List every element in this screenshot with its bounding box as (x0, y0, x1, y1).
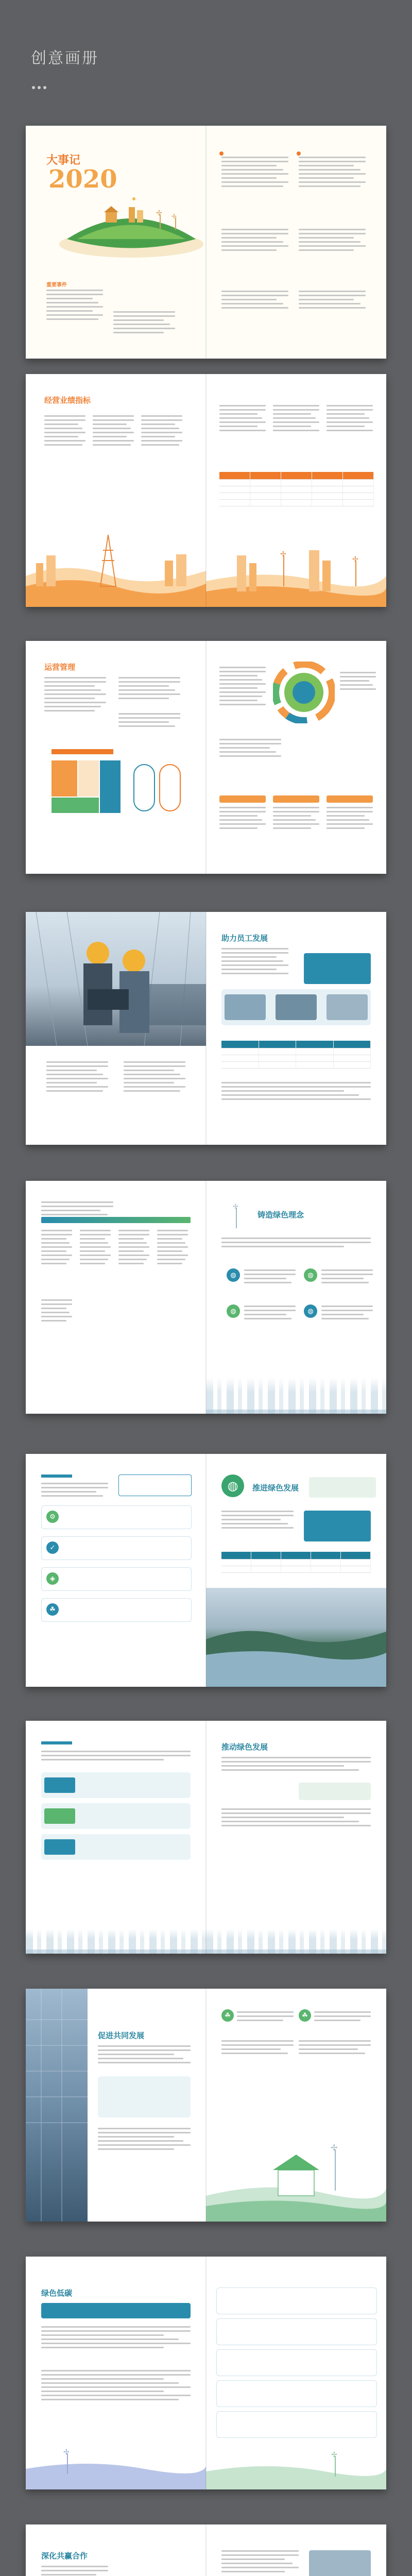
promote-dev-text (221, 1757, 371, 1773)
ops-tag-text-2 (273, 807, 319, 832)
ops-block-orange (52, 760, 77, 796)
event-col-6 (299, 291, 366, 311)
operations-title: 运营管理 (44, 663, 76, 672)
performance-title: 经营业绩指标 (44, 396, 91, 405)
low-carbon-card-2 (216, 2318, 377, 2345)
spread-8 (26, 1989, 386, 2222)
staff-photo-1 (225, 994, 266, 1020)
ops-text-3 (118, 713, 180, 730)
promote-green-title: 推进绿色发展 (252, 1484, 299, 1493)
ops-right-text-2 (340, 672, 376, 692)
spread-10 (26, 2524, 386, 2576)
spread-7-left (26, 1721, 206, 1954)
ops-wheel-chart (273, 662, 335, 723)
right-text-1 (237, 2011, 294, 2024)
spread-1 (26, 126, 386, 359)
perf-col-1 (44, 415, 85, 448)
svg-text:✢: ✢ (156, 209, 162, 217)
staff-table (221, 1041, 371, 1069)
spread-3-right (206, 641, 386, 874)
orange-dot-marker (219, 151, 224, 156)
spread-3 (26, 641, 386, 874)
cooperation-text (41, 2566, 108, 2576)
building-photo (26, 1989, 88, 2222)
ops-tag-1 (219, 795, 266, 803)
house-illustration (206, 2119, 386, 2222)
performance-table (219, 472, 374, 506)
common-box (98, 2076, 191, 2117)
river-photo (206, 1588, 386, 1687)
spread-4-right (206, 912, 386, 1145)
ops-block-teal (100, 760, 121, 813)
svg-text:✢: ✢ (331, 2144, 338, 2153)
green-intro (41, 1201, 113, 1218)
ops-text-2 (118, 677, 180, 702)
low-carbon-card-1 (216, 2287, 377, 2314)
building-illustration (26, 1989, 88, 2222)
spread-10-right (206, 2524, 386, 2576)
section-label (41, 1475, 72, 1478)
milestones-sub: 重要事件 (46, 282, 67, 288)
concept-icon-4: ◍ (304, 1304, 317, 1318)
event-col-1 (221, 157, 288, 190)
spread-6-left (26, 1454, 206, 1687)
low-carbon-banner (41, 2303, 191, 2318)
workers-photo (26, 912, 206, 1046)
svg-text:✢: ✢ (171, 213, 177, 220)
purple-landscape (26, 2448, 206, 2489)
perf-col-2 (93, 415, 134, 448)
perf-right-col-3 (327, 405, 373, 434)
perf-right-col-2 (273, 405, 319, 434)
dev-tab-3 (44, 1839, 75, 1855)
svg-text:✢: ✢ (352, 555, 358, 563)
staff-text-2 (124, 1061, 185, 1094)
green-col-1 (41, 1230, 72, 1267)
callout-box (118, 1475, 192, 1496)
spread-8-left (26, 1989, 206, 2222)
concept-text-5 (321, 1306, 373, 1322)
spread-9 (26, 2257, 386, 2489)
spread-1-right (206, 126, 386, 359)
item-card-2 (41, 1536, 192, 1560)
concept-text-1 (221, 1238, 371, 1250)
turbine-illustration (221, 1201, 252, 1232)
spread-5 (26, 1181, 386, 1414)
milestones-title: 大事记 (46, 154, 81, 166)
green-strip (41, 1217, 191, 1223)
orange-dot-marker-2 (297, 151, 301, 156)
spread-8-right (206, 1989, 386, 2222)
staff-highlight-box (304, 953, 371, 984)
coop-photo-1 (309, 2550, 371, 2576)
spread-9-right (206, 2257, 386, 2489)
event-col-5 (221, 291, 288, 311)
brand-dots (32, 82, 53, 86)
green-landscape (206, 2448, 386, 2489)
staff-photo-2 (276, 994, 317, 1020)
item-icon-4: ☘ (46, 1603, 59, 1616)
spread-4 (26, 912, 386, 1145)
common-dev-title: 促进共同发展 (98, 2031, 145, 2040)
event-text-left-2 (113, 311, 175, 336)
staff-title: 助力员工发展 (221, 934, 268, 943)
green-col-2 (80, 1230, 111, 1267)
ops-tag-text-3 (327, 807, 373, 832)
spread-2 (26, 374, 386, 607)
ops-tag-text-1 (219, 807, 266, 832)
event-text-left (46, 290, 103, 323)
city-skyline (206, 1378, 386, 1414)
leaf-icon: ☘ (221, 2009, 234, 2022)
green-concept-title: 铸造绿色理念 (258, 1211, 304, 1219)
event-col-4 (299, 229, 366, 253)
right-text-4 (299, 2040, 371, 2057)
staff-intro (221, 948, 288, 977)
right-text-3 (221, 2040, 294, 2057)
dev-highlight (299, 1783, 371, 1800)
ops-tag-3 (327, 795, 373, 803)
svg-text:✢: ✢ (331, 2450, 337, 2459)
coop-text-1 (221, 2550, 299, 2575)
milestones-year: 2020 (48, 165, 117, 194)
item-card-3 (41, 1567, 192, 1591)
svg-text:✢: ✢ (63, 2448, 70, 2456)
promote-text-1 (221, 1511, 294, 1531)
spread-2-right (206, 374, 386, 607)
spread-10-left (26, 2524, 206, 2576)
concept-text-4 (244, 1306, 296, 1322)
common-text-2 (98, 2128, 191, 2153)
low-carbon-card-4 (216, 2380, 377, 2407)
city-skyline-3 (206, 1929, 386, 1954)
item-icon-3: ◈ (46, 1572, 59, 1585)
spread-4-left (26, 912, 206, 1145)
concept-icon-3: ◍ (227, 1304, 240, 1318)
spread-7 (26, 1721, 386, 1954)
perf-col-3 (141, 415, 182, 448)
perf-right-col-1 (219, 405, 266, 434)
spread-5-right (206, 1181, 386, 1414)
ops-right-text-3 (219, 739, 281, 759)
promote-dev-title: 推动绿色发展 (221, 1743, 268, 1752)
dev-tab-1 (44, 1777, 75, 1793)
spread-5-left (26, 1181, 206, 1414)
ops-block-green (52, 798, 99, 813)
staff-text-1 (46, 1061, 108, 1094)
leaf-icon-2: ☘ (299, 2009, 311, 2022)
workers-illustration (26, 912, 206, 1046)
green-dev-text (41, 1483, 108, 1499)
staff-right-text (221, 1082, 371, 1103)
ops-heading-bar (52, 749, 113, 754)
concept-icon-1: ◍ (227, 1268, 240, 1282)
low-carbon-card-3 (216, 2349, 377, 2376)
green-col-3 (118, 1230, 149, 1267)
svg-text:✢: ✢ (280, 550, 286, 558)
green-col-5 (41, 1299, 72, 1324)
section-label-2 (41, 1741, 72, 1744)
common-text-1 (98, 2045, 191, 2066)
orange-city-illustration (26, 514, 206, 607)
low-carbon-text-2 (41, 2370, 191, 2403)
spread-7-right (206, 1721, 386, 1954)
promote-highlight-box (309, 1477, 376, 1498)
staff-photo-3 (327, 994, 368, 1020)
event-col-2 (299, 157, 366, 190)
ops-block-light (78, 760, 99, 796)
spread-2-left (26, 374, 206, 607)
item-card-4 (41, 1598, 192, 1622)
promote-chart (304, 1511, 371, 1541)
spread-6-right (206, 1454, 386, 1687)
landscape-illustration (206, 1588, 386, 1687)
concept-text-3 (321, 1269, 373, 1286)
concept-text-2 (244, 1269, 296, 1286)
spread-9-left (26, 2257, 206, 2489)
city-skyline-2 (26, 1929, 206, 1954)
low-carbon-card-5 (216, 2411, 377, 2438)
spread-3-left (26, 641, 206, 874)
low-carbon-title: 绿色低碳 (41, 2289, 73, 2298)
item-icon-1: ⚙ (46, 1511, 59, 1523)
ops-text-1 (44, 677, 106, 714)
brand-title: 创意画册 (31, 49, 99, 67)
cooperation-title: 深化共赢合作 (41, 2552, 88, 2561)
concept-icon-2: ◍ (304, 1268, 317, 1282)
promote-table (221, 1552, 371, 1573)
ops-org-connector (129, 759, 185, 816)
ops-right-text-1 (219, 667, 266, 708)
item-card-1 (41, 1505, 192, 1529)
item-icon-2: ✓ (46, 1541, 59, 1554)
orange-city-illustration-right (206, 519, 386, 607)
event-col-3 (221, 229, 288, 253)
right-text-2 (314, 2011, 371, 2024)
green-col-4 (157, 1230, 188, 1267)
spread-1-left (26, 126, 206, 359)
promote-dev-text-2 (221, 1808, 371, 1829)
spread-6 (26, 1454, 386, 1687)
dev-tab-2 (44, 1808, 75, 1824)
ops-tag-2 (273, 795, 319, 803)
globe-icon: ◍ (221, 1475, 244, 1497)
dev-text-1 (41, 1751, 191, 1763)
green-hill-illustration (57, 188, 206, 260)
low-carbon-text-1 (41, 2326, 191, 2351)
